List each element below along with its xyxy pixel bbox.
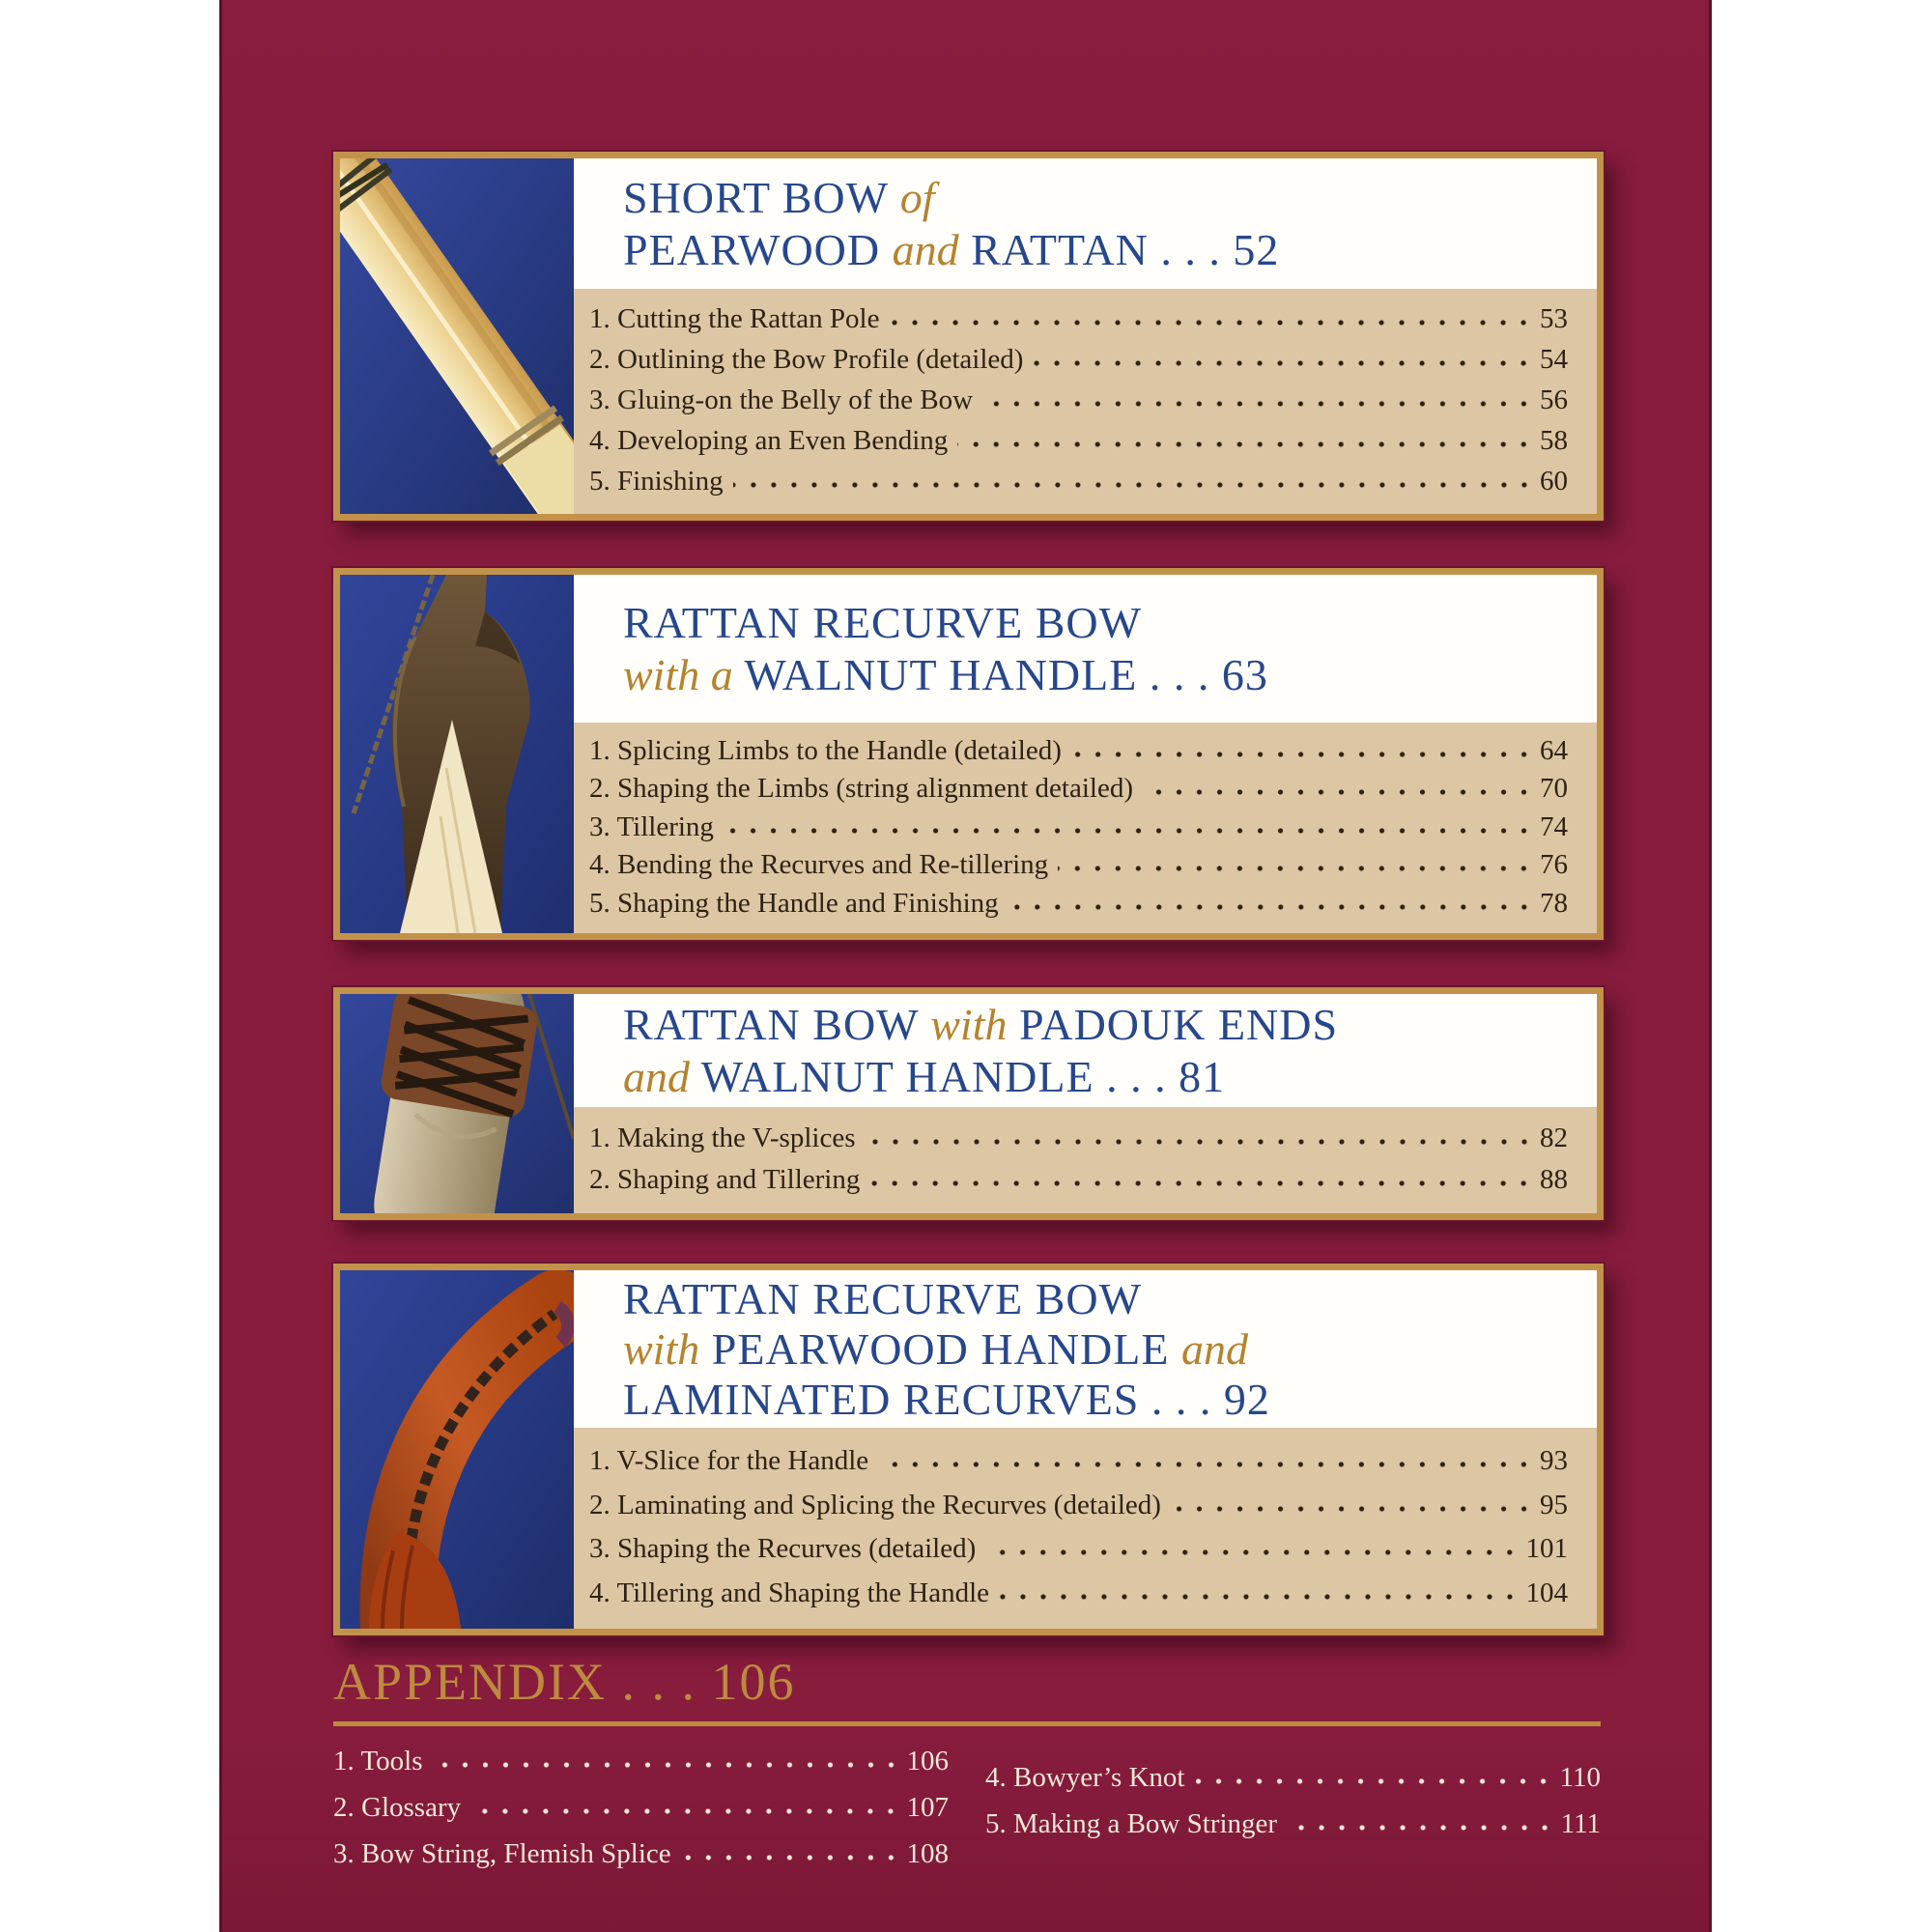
title-accent: and (892, 224, 959, 274)
dot-leader (1194, 1776, 1553, 1786)
toc-entry (589, 425, 1568, 457)
toc-section-laminated-recurves (333, 1264, 1604, 1635)
section-title-line (623, 224, 1583, 276)
photo-walnut-handle-image (340, 575, 574, 933)
title-text: RATTAN RECURVE BOW (623, 597, 1143, 647)
toc-entry (333, 1838, 949, 1870)
toc-entry-label: 5. Shaping the Handle and Finishing (589, 887, 999, 919)
title-accent: and (623, 1051, 690, 1101)
toc-entry-page: 104 (1525, 1577, 1568, 1608)
photo-padouk-recurve-image (340, 1270, 574, 1629)
appendix-right-column (985, 1762, 1601, 1885)
toc-entry (589, 1490, 1568, 1521)
toc-entry-page: 76 (1540, 849, 1568, 880)
photo-walnut-handle (340, 575, 574, 933)
toc-entry-label: 1. Splicing Limbs to the Handle (detailed) (589, 734, 1062, 766)
dot-leader (1287, 1823, 1555, 1833)
title-text: WALNUT HANDLE . . . 63 (732, 649, 1268, 699)
dot-leader (1058, 864, 1534, 873)
toc-entry-label: 1. V-Slice for the Handle (589, 1445, 869, 1477)
dot-leader (957, 440, 1534, 449)
toc-entry (589, 1445, 1568, 1477)
dot-leader (866, 1137, 1535, 1147)
section-item-list (574, 289, 1597, 514)
toc-entry-page: 58 (1540, 425, 1568, 456)
toc-entry-page: 110 (1559, 1762, 1601, 1793)
title-text: SHORT BOW (623, 172, 900, 222)
section-title-line (623, 1375, 1583, 1425)
title-accent: of (899, 172, 935, 222)
toc-entry (589, 1533, 1568, 1565)
appendix-columns (333, 1746, 1601, 1885)
toc-entry-label: 1. Cutting the Rattan Pole (589, 303, 880, 334)
maroon-cover-background (219, 0, 1712, 1932)
title-text: PEARWOOD HANDLE (699, 1323, 1181, 1374)
section-content (574, 1270, 1597, 1629)
toc-entry-page: 60 (1540, 466, 1568, 497)
dot-leader (1143, 787, 1534, 797)
dot-leader (1171, 1504, 1534, 1514)
dot-leader (889, 318, 1534, 327)
toc-entry-page: 88 (1540, 1164, 1568, 1195)
toc-entry-label: 5. Finishing (589, 466, 724, 497)
appendix-left-column (333, 1746, 949, 1885)
toc-entry-page: 53 (1540, 303, 1568, 334)
toc-entry-page: 56 (1540, 384, 1568, 415)
dot-leader (999, 1592, 1520, 1602)
title-text: WALNUT HANDLE . . . 81 (690, 1051, 1226, 1101)
toc-entry-label: 4. Bowyer’s Knot (985, 1762, 1185, 1793)
toc-entry (589, 735, 1568, 767)
dot-leader (982, 399, 1534, 409)
section-content (574, 575, 1597, 933)
section-title (574, 1270, 1597, 1428)
title-text: RATTAN RECURVE BOW (623, 1273, 1143, 1323)
toc-entry (589, 888, 1568, 920)
toc-entry-label: 4. Developing an Even Bending (589, 425, 949, 456)
toc-entry-label: 2. Shaping and Tillering (589, 1164, 861, 1195)
title-text: PEARWOOD (623, 224, 893, 274)
dot-leader (724, 826, 1534, 836)
toc-entry-page: 111 (1560, 1808, 1601, 1839)
toc-entry (589, 1164, 1568, 1196)
toc-entry-page: 54 (1540, 344, 1568, 375)
section-item-list (574, 1107, 1597, 1213)
photo-pearwood-stave-image (340, 158, 574, 514)
toc-entry-label: 2. Outlining the Bow Profile (detailed) (589, 344, 1024, 375)
dot-leader (869, 1179, 1534, 1188)
section-title-line (623, 649, 1583, 701)
toc-entry (589, 773, 1568, 805)
dot-leader (470, 1806, 900, 1816)
toc-entry (589, 811, 1568, 843)
toc-entry (589, 466, 1568, 497)
toc-entry (589, 384, 1568, 416)
appendix-rule (333, 1721, 1601, 1726)
dot-leader (1071, 750, 1534, 759)
toc-entry-label: 4. Tillering and Shaping the Handle (589, 1577, 990, 1608)
toc-entry (333, 1792, 949, 1824)
dot-leader (1033, 358, 1534, 368)
section-title-line (623, 172, 1583, 224)
photo-laced-limb (340, 994, 574, 1213)
dot-leader (433, 1760, 901, 1770)
toc-entry (589, 1122, 1568, 1154)
toc-entry-label: 5. Making a Bow Stringer (985, 1808, 1278, 1839)
toc-entry-page: 107 (906, 1792, 949, 1823)
title-accent: with (930, 999, 1008, 1049)
section-title-line (623, 597, 1583, 649)
section-title-line (623, 1324, 1583, 1375)
toc-entry-page: 106 (906, 1746, 949, 1776)
toc-entry (589, 303, 1568, 335)
toc-entry-label: 3. Bow String, Flemish Splice (333, 1838, 671, 1869)
dot-leader (985, 1548, 1520, 1557)
toc-section-short-bow (333, 152, 1604, 521)
dot-leader (878, 1460, 1534, 1469)
toc-entry (985, 1762, 1601, 1794)
toc-entry-label: 1. Tools (333, 1746, 423, 1776)
title-accent: with (623, 1323, 700, 1374)
toc-entry-label: 2. Laminating and Splicing the Recurves (detailed) (589, 1489, 1161, 1520)
toc-entry-label: 3. Shaping the Recurves (detailed) (589, 1533, 977, 1565)
toc-entry (589, 344, 1568, 376)
toc-entry (589, 1577, 1568, 1609)
toc-entry-label: 4. Bending the Recurves and Re-tillering (589, 849, 1049, 880)
section-title-line (623, 1051, 1583, 1103)
toc-entry-label: 2. Glossary (333, 1792, 462, 1823)
title-text: RATTAN . . . 52 (958, 224, 1280, 274)
section-title (574, 158, 1597, 289)
appendix-heading: APPENDIX . . . 106 (333, 1653, 796, 1711)
dot-leader (1009, 902, 1534, 912)
appendix-section (333, 1654, 1601, 1885)
photo-laced-limb-image (340, 994, 574, 1213)
toc-section-rattan-padouk (333, 987, 1604, 1220)
photo-pearwood-stave (340, 158, 574, 514)
section-title (574, 994, 1597, 1107)
toc-section-rattan-recurve-walnut (333, 568, 1604, 940)
section-content (574, 158, 1597, 514)
title-text: LAMINATED RECURVES . . . 92 (623, 1374, 1270, 1424)
dot-leader (733, 480, 1534, 490)
toc-entry (589, 849, 1568, 881)
toc-entry-page: 64 (1540, 734, 1568, 766)
toc-entry-page: 78 (1540, 887, 1568, 919)
section-title-line (623, 999, 1583, 1051)
toc-entry-label: 2. Shaping the Limbs (string alignment detailed) (589, 773, 1133, 804)
toc-entry-page: 82 (1540, 1122, 1568, 1153)
photo-padouk-recurve (340, 1270, 574, 1629)
dot-leader (681, 1853, 901, 1862)
toc-entry-page: 93 (1540, 1445, 1568, 1477)
toc-entry-label: 1. Making the V-splices (589, 1122, 856, 1153)
toc-entry-page: 101 (1525, 1533, 1568, 1565)
toc-entry-label: 3. Gluing-on the Belly of the Bow (589, 384, 974, 415)
toc-entry (333, 1746, 949, 1777)
toc-entry (985, 1808, 1601, 1840)
section-title-line (623, 1274, 1583, 1324)
section-content (574, 994, 1597, 1213)
title-text: PADOUK ENDS (1007, 999, 1339, 1049)
section-item-list (574, 1428, 1597, 1629)
section-title (574, 575, 1597, 723)
toc-entry-page: 74 (1540, 810, 1568, 842)
toc-entry-page: 70 (1540, 773, 1568, 804)
section-item-list (574, 723, 1597, 933)
title-accent: with a (623, 649, 733, 699)
toc-entry-page: 108 (906, 1838, 949, 1869)
title-text: RATTAN BOW (623, 999, 931, 1049)
toc-entry-page: 95 (1540, 1489, 1568, 1520)
title-accent: and (1180, 1323, 1248, 1374)
toc-entry-label: 3. Tillering (589, 810, 714, 842)
